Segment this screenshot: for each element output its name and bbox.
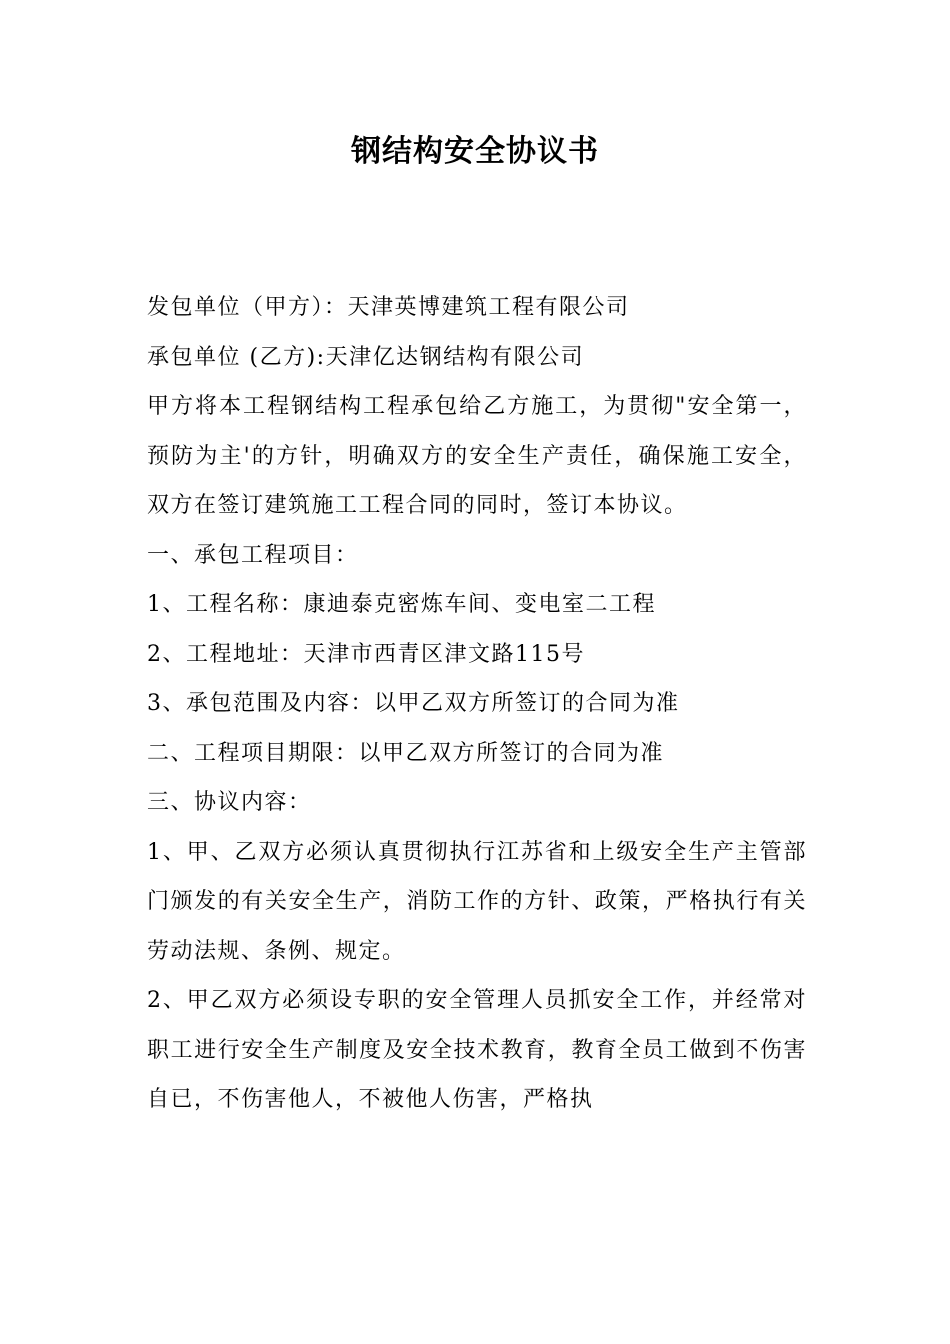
project-scope-line: 3、承包范围及内容：以甲乙双方所签订的合同为准 (147, 691, 680, 716)
preamble-paragraph: 甲方将本工程钢结构工程承包给乙方施工，为贯彻"安全第一，预防为主'的方针，明确双方的安全生产责任，确保施工安全，双方在签订建筑施工工程合同的同时，签订本协议。 (147, 394, 807, 518)
document-title: 钢结构安全协议书 (351, 134, 599, 169)
section-heading-project: 一、承包工程项目： (147, 542, 359, 568)
clause-1-paragraph: 1、甲、乙双方必须认真贯彻执行江苏省和上级安全生产主管部门颁发的有关安全生产，消防工作的方针、政策，严格执行有关劳动法规、条例、规定。 (147, 839, 807, 964)
party-b-line: 承包单位 (乙方):天津亿达钢结构有限公司 (147, 344, 585, 370)
section-heading-content: 三、协议内容： (147, 790, 312, 815)
party-a-line: 发包单位（甲方）：天津英博建筑工程有限公司 (147, 295, 630, 320)
clause-2-paragraph: 2、甲乙双方必须设专职的安全管理人员抓安全工作，并经常对职工进行安全生产制度及安全技术教育，教育全员工做到不伤害自已，不伤害他人，不被他人伤害，严格执 (147, 988, 807, 1112)
project-name-line: 1、工程名称：康迪泰克密炼车间、变电室二工程 (147, 592, 656, 617)
project-address-line: 2、工程地址：天津市西青区津文路115号 (147, 641, 585, 667)
section-heading-period: 二、工程项目期限：以甲乙双方所签订的合同为准 (147, 740, 665, 766)
document-body (147, 283, 807, 1125)
